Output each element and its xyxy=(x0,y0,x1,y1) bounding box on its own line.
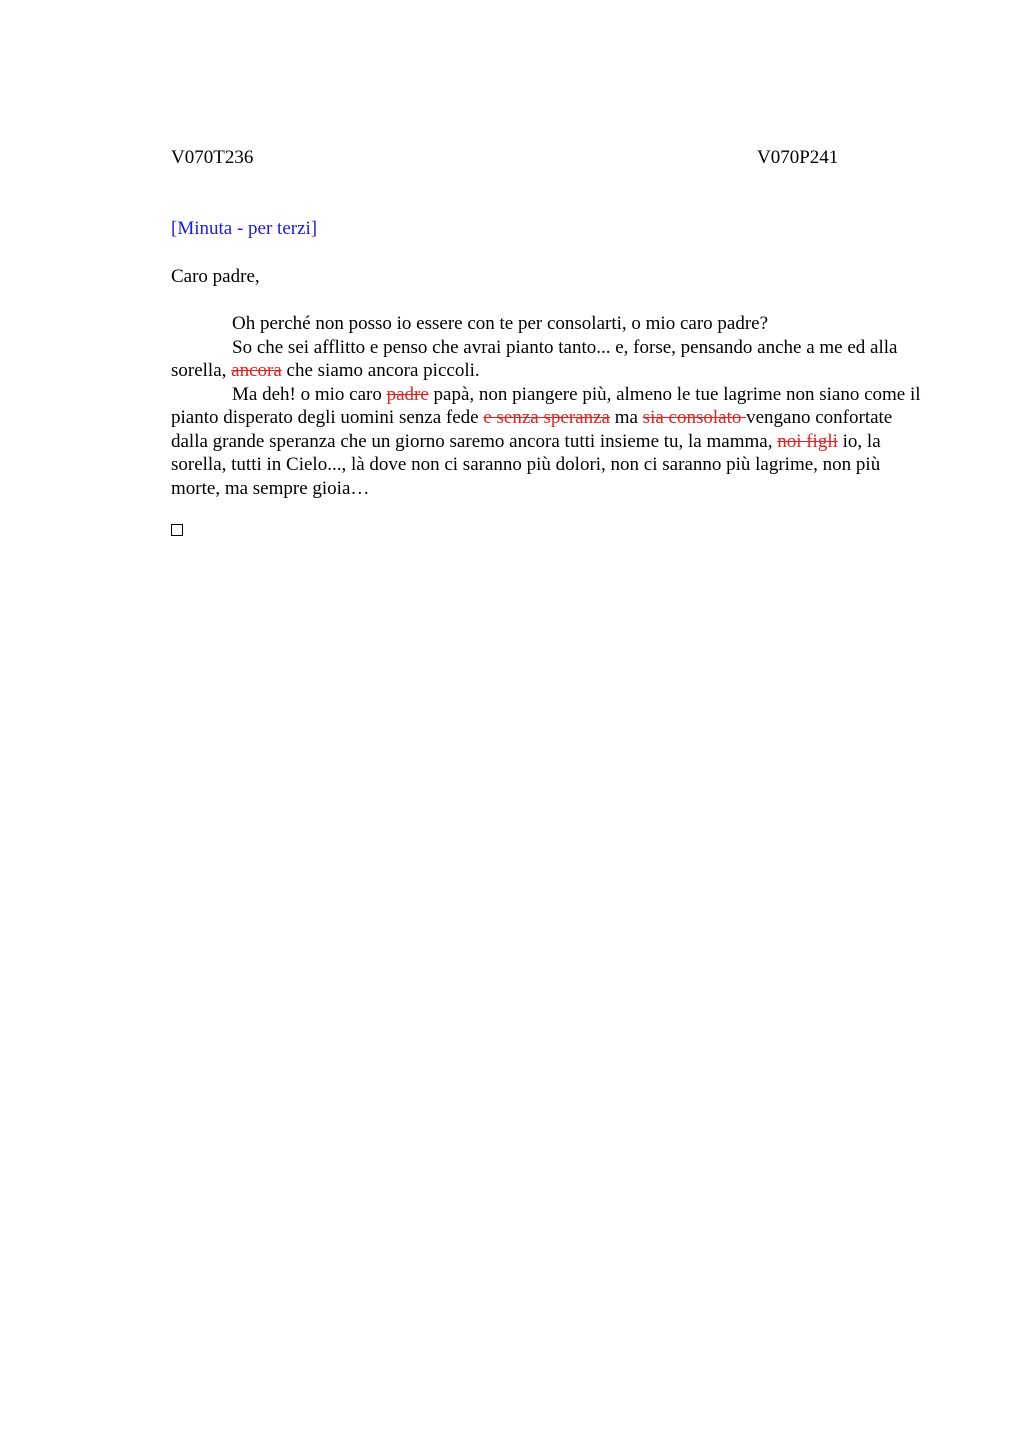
letter-paragraph xyxy=(171,383,923,501)
deleted-text: e senza speranza xyxy=(483,407,610,428)
paragraph-text: Oh perché non posso io essere con te per consolarti, o mio caro padre? xyxy=(232,313,769,334)
paragraph-text: papà, non piangere più, almeno le tue lagrime non siano come il pianto disperato degli uomini senza fede xyxy=(171,383,921,428)
deleted-text: ancora xyxy=(231,360,282,381)
paragraph-text: vengano confortate dalla grande speranza che un giorno saremo ancora tutti insieme tu, la mamma, xyxy=(171,407,893,452)
paragraph-text: che siamo ancora piccoli. xyxy=(281,360,480,381)
letter-body xyxy=(171,312,923,500)
deleted-text: padre xyxy=(386,383,429,405)
paragraph-text: Ma deh! o mio caro xyxy=(232,383,387,405)
document-page xyxy=(171,146,923,536)
letter-paragraph xyxy=(171,336,923,383)
deleted-text: noi figli xyxy=(777,430,838,452)
volume-code-left: V070T236 xyxy=(171,147,254,168)
editorial-note: [Minuta - per terzi] xyxy=(171,218,318,239)
letter-salutation: Caro padre, xyxy=(171,265,260,287)
document-codes xyxy=(171,146,923,170)
paragraph-text: io, la sorella, tutti in Cielo..., là dove non ci saranno più dolori, non ci saranno più lagrime, non più morte, ma sempre gioia… xyxy=(171,430,881,499)
square-outline-icon xyxy=(171,524,183,536)
volume-code-right: V070P241 xyxy=(757,147,839,168)
paragraph-text: ma xyxy=(609,407,643,428)
deleted-text: sia consolato xyxy=(642,407,747,428)
paragraph-text: So che sei afflitto e penso che avrai pianto tanto... e, forse, pensando anche a me ed alla sorella, xyxy=(171,336,898,381)
letter-paragraph xyxy=(171,312,923,336)
